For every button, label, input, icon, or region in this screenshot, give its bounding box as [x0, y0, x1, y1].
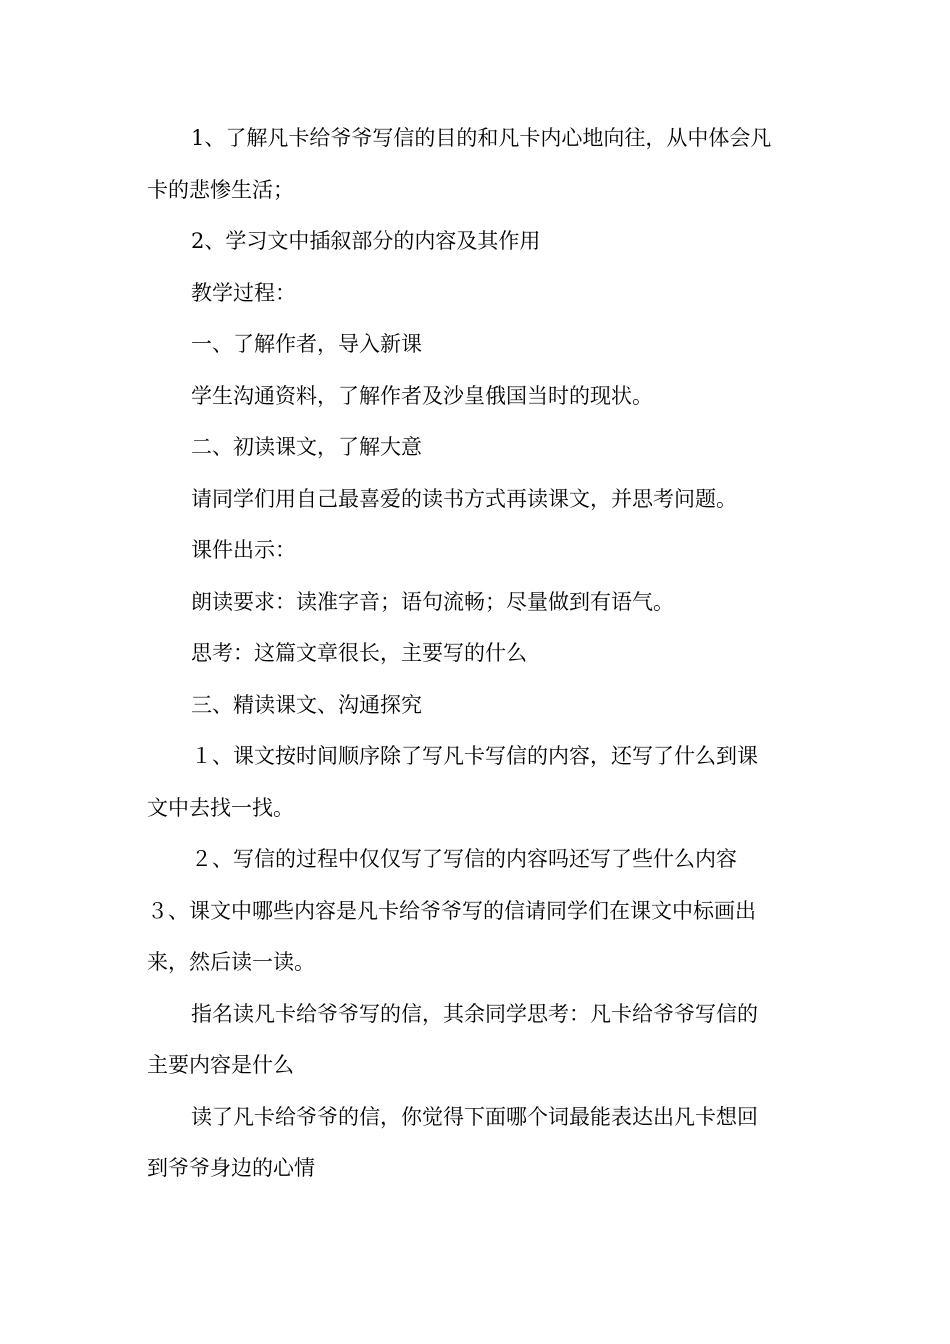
reflection-line-1: 读了凡卡给爷爷的信，你觉得下面哪个词最能表达出凡卡想回 — [191, 1105, 758, 1129]
reading-task-line-2: 主要内容是什么 — [147, 1053, 294, 1077]
question-2: ２、写信的过程中仅仅写了写信的内容吗还写了些什么内容 — [191, 847, 737, 871]
courseware-label: 课件出示： — [191, 538, 296, 562]
section-1-text: 学生沟通资料，了解作者及沙皇俄国当时的现状。 — [191, 384, 653, 408]
reading-task-line-1: 指名读凡卡给爷爷写的信，其余同学思考：凡卡给爷爷写信的 — [191, 1002, 758, 1026]
section-3-heading: 三、精读课文、沟通探究 — [191, 693, 422, 717]
question-3-line-1: ３、课文中哪些内容是凡卡给爷爷写的信请同学们在课文中标画出 — [147, 899, 756, 923]
objective-1-line-2: 卡的悲惨生活； — [147, 178, 294, 202]
question-1-line-2: 文中去找一找。 — [147, 796, 294, 820]
question-1-line-1: １、课文按时间顺序除了写凡卡写信的内容，还写了什么到课 — [191, 744, 758, 768]
objective-1-line-1: 1、了解凡卡给爷爷写信的目的和凡卡内心地向往，从中体会凡 — [191, 126, 772, 150]
objective-2: 2、学习文中插叙部分的内容及其作用 — [191, 229, 541, 253]
teaching-process-heading: 教学过程： — [191, 281, 296, 305]
section-2-text: 请同学们用自己最喜爱的读书方式再读课文，并思考问题。 — [191, 487, 737, 511]
question-3-line-2: 来，然后读一读。 — [147, 950, 315, 974]
section-2-heading: 二、初读课文，了解大意 — [191, 435, 422, 459]
reflection-line-2: 到爷爷身边的心情 — [147, 1156, 315, 1180]
reading-requirements: 朗读要求：读准字音；语句流畅；尽量做到有语气。 — [191, 590, 674, 614]
thinking-question: 思考：这篇文章很长，主要写的什么 — [191, 641, 527, 665]
section-1-heading: 一、了解作者，导入新课 — [191, 332, 422, 356]
